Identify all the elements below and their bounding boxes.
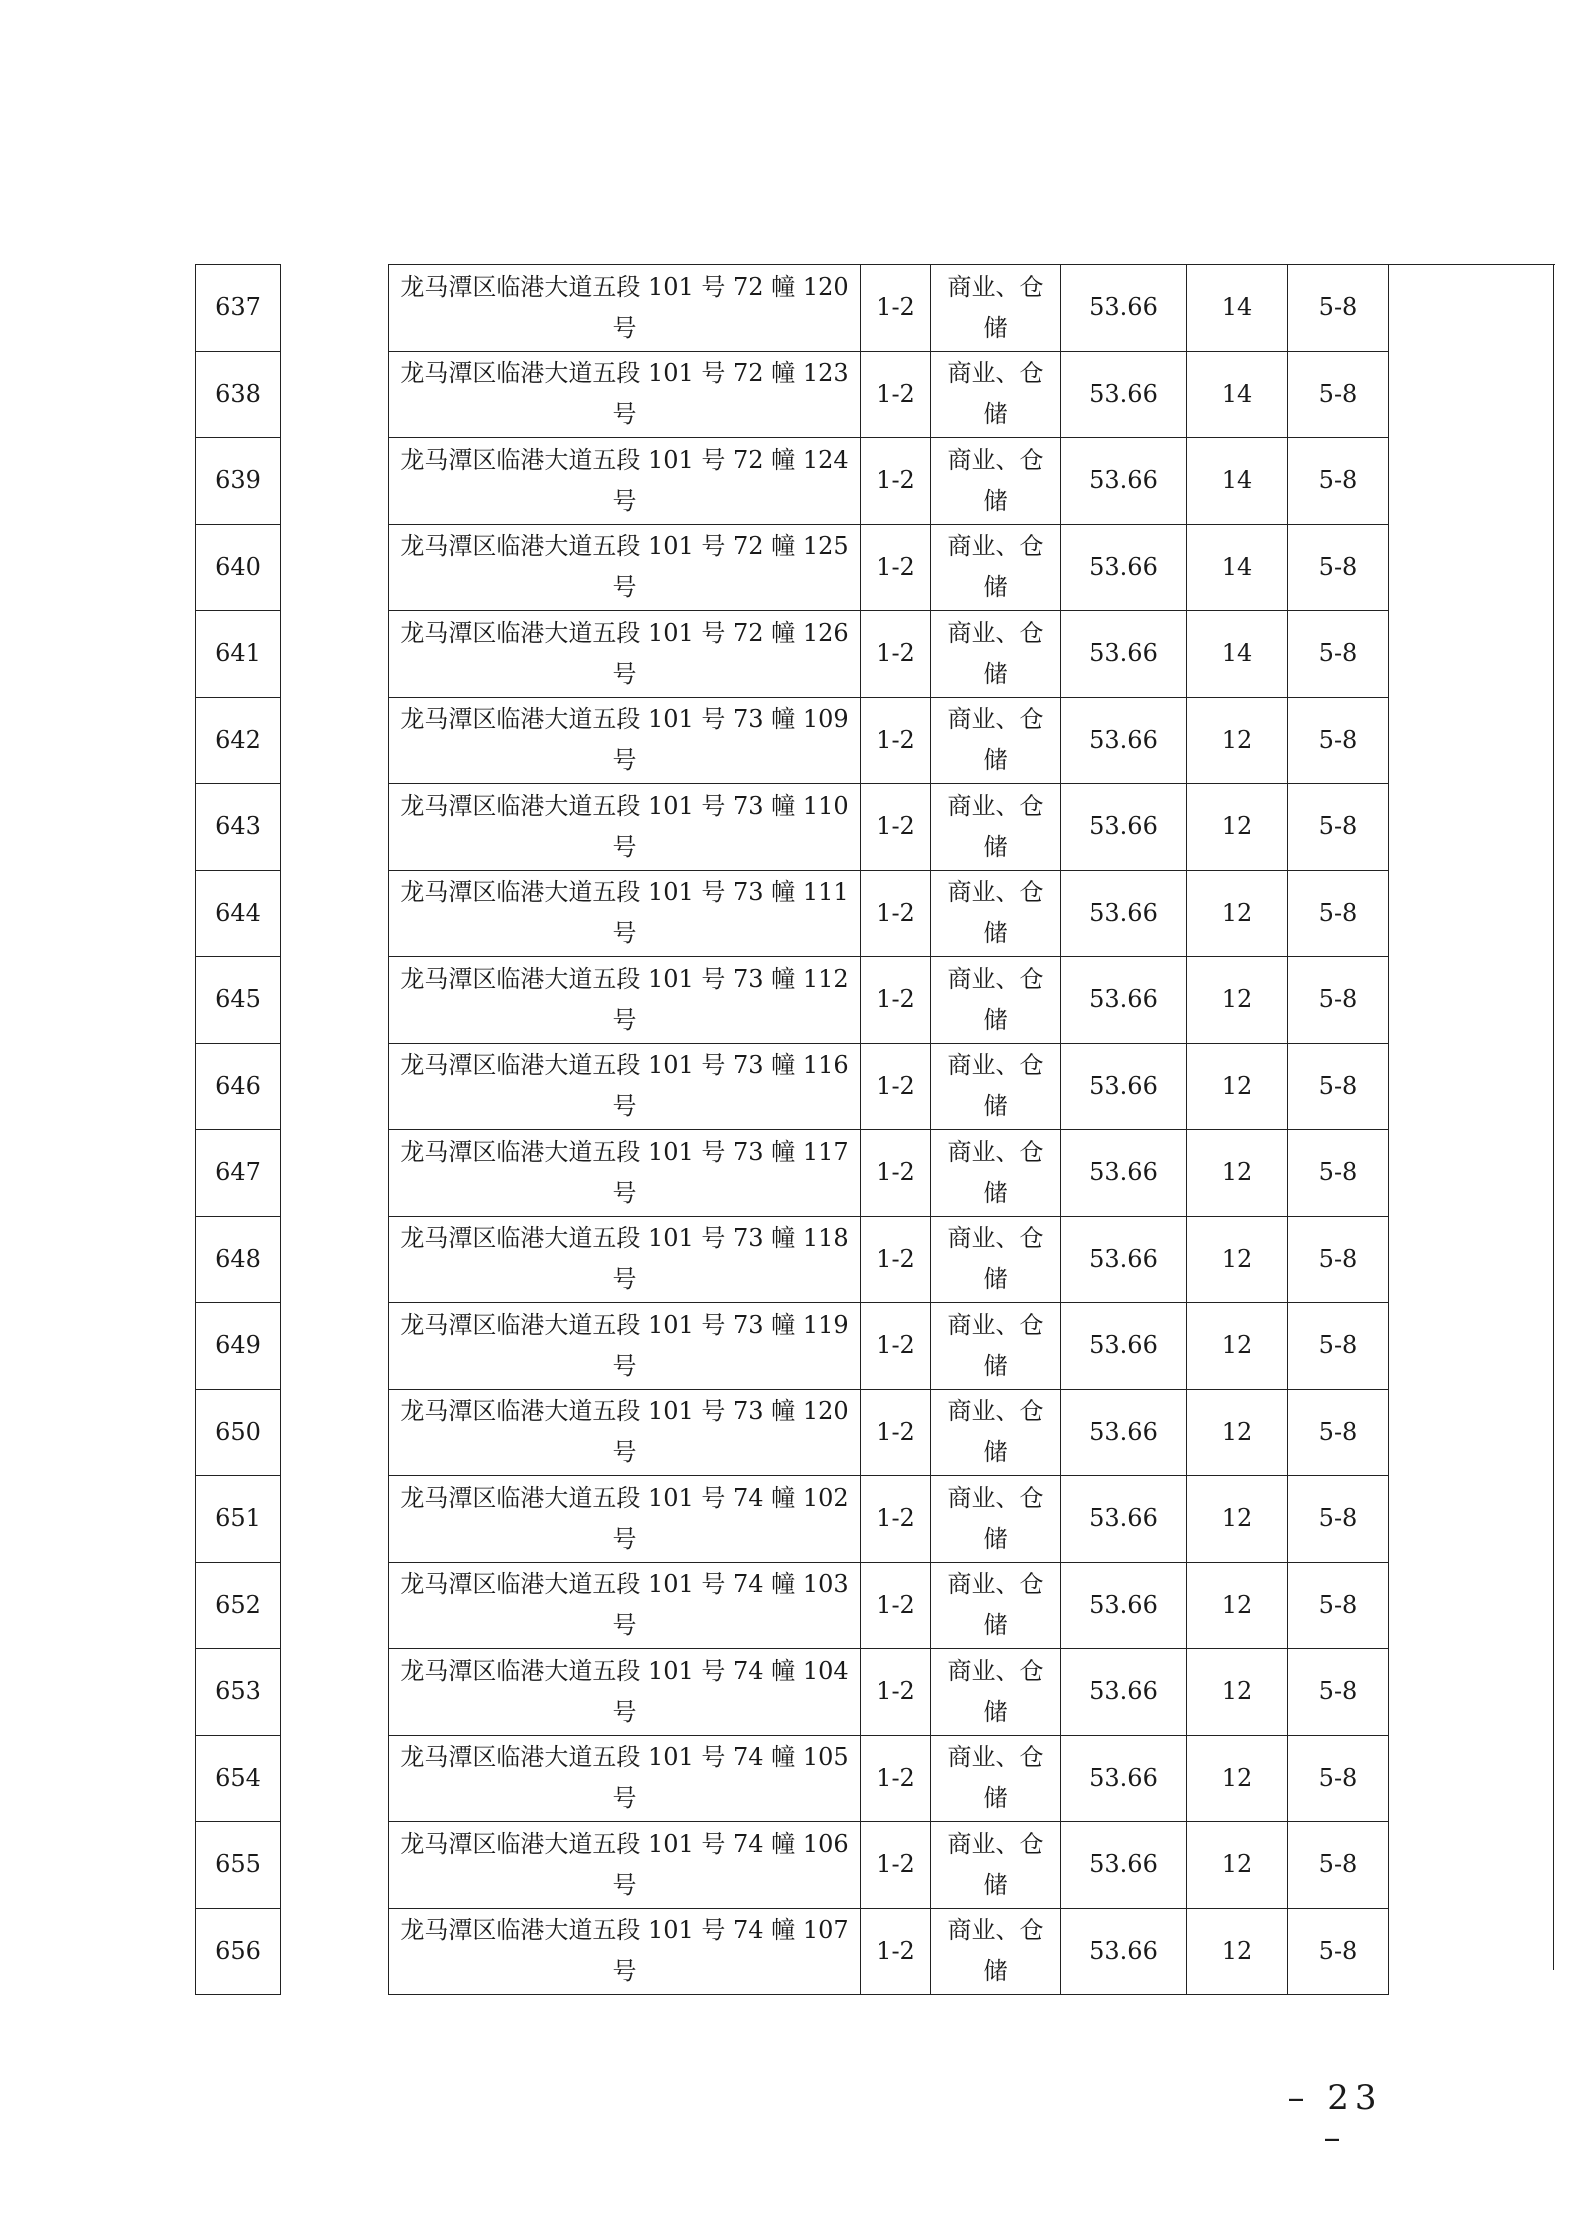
cell-trailing	[1389, 1562, 1552, 1649]
cell-floor: 1-2	[861, 1130, 931, 1217]
cell-address: 龙马潭区临港大道五段 101 号 73 幢 110 号	[389, 784, 861, 871]
cell-serial-no: 643	[196, 784, 281, 871]
cell-price: 12	[1187, 697, 1288, 784]
cell-area: 53.66	[1061, 1822, 1187, 1909]
cell-floor: 1-2	[861, 957, 931, 1044]
table-row	[196, 524, 1552, 611]
cell-price: 12	[1187, 1303, 1288, 1390]
cell-blank	[281, 351, 389, 438]
cell-floor: 1-2	[861, 1735, 931, 1822]
cell-address: 龙马潭区临港大道五段 101 号 74 幢 107 号	[389, 1908, 861, 1995]
cell-price: 12	[1187, 784, 1288, 871]
cell-serial-no: 647	[196, 1130, 281, 1217]
cell-area: 53.66	[1061, 784, 1187, 871]
cell-blank	[281, 524, 389, 611]
cell-area: 53.66	[1061, 1216, 1187, 1303]
cell-address: 龙马潭区临港大道五段 101 号 72 幢 120 号	[389, 265, 861, 352]
cell-serial-no: 641	[196, 611, 281, 698]
cell-area: 53.66	[1061, 524, 1187, 611]
cell-price: 12	[1187, 1562, 1288, 1649]
listing-table	[195, 264, 1552, 1995]
cell-floor: 1-2	[861, 438, 931, 525]
cell-serial-no: 645	[196, 957, 281, 1044]
cell-address: 龙马潭区临港大道五段 101 号 73 幢 118 号	[389, 1216, 861, 1303]
cell-use: 商业、仓储	[931, 1216, 1061, 1303]
cell-address: 龙马潭区临港大道五段 101 号 73 幢 111 号	[389, 870, 861, 957]
cell-term: 5-8	[1288, 611, 1389, 698]
cell-use: 商业、仓储	[931, 1303, 1061, 1390]
cell-blank	[281, 1562, 389, 1649]
cell-price: 14	[1187, 351, 1288, 438]
cell-floor: 1-2	[861, 1303, 931, 1390]
cell-address: 龙马潭区临港大道五段 101 号 72 幢 123 号	[389, 351, 861, 438]
cell-serial-no: 644	[196, 870, 281, 957]
table-row	[196, 1303, 1552, 1390]
cell-price: 14	[1187, 265, 1288, 352]
cell-use: 商业、仓储	[931, 1476, 1061, 1563]
cell-price: 12	[1187, 1649, 1288, 1736]
cell-trailing	[1389, 1908, 1552, 1995]
cell-area: 53.66	[1061, 438, 1187, 525]
cell-area: 53.66	[1061, 1735, 1187, 1822]
cell-trailing	[1389, 1130, 1552, 1217]
frame-right-line	[1553, 264, 1554, 1970]
cell-use: 商业、仓储	[931, 957, 1061, 1044]
cell-price: 12	[1187, 870, 1288, 957]
cell-term: 5-8	[1288, 438, 1389, 525]
cell-serial-no: 651	[196, 1476, 281, 1563]
cell-serial-no: 650	[196, 1389, 281, 1476]
table-row	[196, 351, 1552, 438]
cell-blank	[281, 1130, 389, 1217]
cell-area: 53.66	[1061, 1130, 1187, 1217]
cell-trailing	[1389, 784, 1552, 871]
cell-term: 5-8	[1288, 524, 1389, 611]
table-row	[196, 1822, 1552, 1909]
cell-floor: 1-2	[861, 1216, 931, 1303]
cell-serial-no: 656	[196, 1908, 281, 1995]
cell-trailing	[1389, 870, 1552, 957]
cell-blank	[281, 957, 389, 1044]
cell-term: 5-8	[1288, 1822, 1389, 1909]
table-body	[196, 265, 1552, 1995]
cell-serial-no: 640	[196, 524, 281, 611]
cell-address: 龙马潭区临港大道五段 101 号 72 幢 126 号	[389, 611, 861, 698]
cell-use: 商业、仓储	[931, 784, 1061, 871]
cell-trailing	[1389, 611, 1552, 698]
table-row	[196, 1735, 1552, 1822]
cell-use: 商业、仓储	[931, 1649, 1061, 1736]
cell-area: 53.66	[1061, 1476, 1187, 1563]
cell-use: 商业、仓储	[931, 524, 1061, 611]
cell-term: 5-8	[1288, 784, 1389, 871]
cell-use: 商业、仓储	[931, 1735, 1061, 1822]
cell-address: 龙马潭区临港大道五段 101 号 72 幢 124 号	[389, 438, 861, 525]
cell-area: 53.66	[1061, 1043, 1187, 1130]
cell-price: 12	[1187, 1043, 1288, 1130]
cell-trailing	[1389, 1303, 1552, 1390]
cell-floor: 1-2	[861, 1476, 931, 1563]
cell-area: 53.66	[1061, 1908, 1187, 1995]
cell-price: 12	[1187, 1389, 1288, 1476]
cell-term: 5-8	[1288, 1908, 1389, 1995]
table-row	[196, 1908, 1552, 1995]
cell-area: 53.66	[1061, 1389, 1187, 1476]
cell-serial-no: 653	[196, 1649, 281, 1736]
table-row	[196, 1649, 1552, 1736]
cell-blank	[281, 870, 389, 957]
cell-floor: 1-2	[861, 1908, 931, 1995]
cell-blank	[281, 1043, 389, 1130]
cell-floor: 1-2	[861, 870, 931, 957]
cell-price: 12	[1187, 1822, 1288, 1909]
cell-serial-no: 648	[196, 1216, 281, 1303]
cell-area: 53.66	[1061, 957, 1187, 1044]
cell-blank	[281, 1303, 389, 1390]
cell-blank	[281, 1476, 389, 1563]
table-row	[196, 1130, 1552, 1217]
cell-trailing	[1389, 1735, 1552, 1822]
cell-price: 14	[1187, 524, 1288, 611]
cell-term: 5-8	[1288, 1303, 1389, 1390]
frame-top-line	[1390, 264, 1555, 265]
cell-use: 商业、仓储	[931, 1043, 1061, 1130]
cell-term: 5-8	[1288, 1216, 1389, 1303]
cell-trailing	[1389, 1043, 1552, 1130]
table-row	[196, 438, 1552, 525]
cell-area: 53.66	[1061, 1303, 1187, 1390]
table-row	[196, 1476, 1552, 1563]
cell-address: 龙马潭区临港大道五段 101 号 73 幢 112 号	[389, 957, 861, 1044]
cell-floor: 1-2	[861, 265, 931, 352]
cell-trailing	[1389, 957, 1552, 1044]
cell-price: 12	[1187, 1735, 1288, 1822]
cell-address: 龙马潭区临港大道五段 101 号 73 幢 120 号	[389, 1389, 861, 1476]
cell-term: 5-8	[1288, 351, 1389, 438]
cell-area: 53.66	[1061, 265, 1187, 352]
cell-price: 14	[1187, 438, 1288, 525]
cell-address: 龙马潭区临港大道五段 101 号 74 幢 104 号	[389, 1649, 861, 1736]
cell-floor: 1-2	[861, 1562, 931, 1649]
cell-trailing	[1389, 351, 1552, 438]
cell-floor: 1-2	[861, 611, 931, 698]
cell-use: 商业、仓储	[931, 1562, 1061, 1649]
cell-serial-no: 642	[196, 697, 281, 784]
cell-trailing	[1389, 1216, 1552, 1303]
table-row	[196, 870, 1552, 957]
cell-address: 龙马潭区临港大道五段 101 号 73 幢 117 号	[389, 1130, 861, 1217]
cell-floor: 1-2	[861, 784, 931, 871]
table-row	[196, 1043, 1552, 1130]
cell-trailing	[1389, 524, 1552, 611]
cell-blank	[281, 784, 389, 871]
cell-address: 龙马潭区临港大道五段 101 号 72 幢 125 号	[389, 524, 861, 611]
cell-serial-no: 637	[196, 265, 281, 352]
cell-use: 商业、仓储	[931, 438, 1061, 525]
cell-term: 5-8	[1288, 1476, 1389, 1563]
cell-blank	[281, 611, 389, 698]
cell-floor: 1-2	[861, 524, 931, 611]
cell-area: 53.66	[1061, 1649, 1187, 1736]
cell-blank	[281, 697, 389, 784]
cell-term: 5-8	[1288, 265, 1389, 352]
cell-floor: 1-2	[861, 1043, 931, 1130]
cell-blank	[281, 1735, 389, 1822]
page-number: – 23 –	[1287, 2078, 1383, 2158]
cell-area: 53.66	[1061, 870, 1187, 957]
cell-floor: 1-2	[861, 697, 931, 784]
table-row	[196, 1562, 1552, 1649]
cell-use: 商业、仓储	[931, 1130, 1061, 1217]
cell-use: 商业、仓储	[931, 697, 1061, 784]
cell-price: 14	[1187, 611, 1288, 698]
cell-blank	[281, 1649, 389, 1736]
cell-term: 5-8	[1288, 1735, 1389, 1822]
cell-term: 5-8	[1288, 1389, 1389, 1476]
table-row	[196, 1389, 1552, 1476]
cell-trailing	[1389, 697, 1552, 784]
cell-blank	[281, 1389, 389, 1476]
cell-address: 龙马潭区临港大道五段 101 号 74 幢 105 号	[389, 1735, 861, 1822]
cell-area: 53.66	[1061, 697, 1187, 784]
table-row	[196, 957, 1552, 1044]
cell-serial-no: 652	[196, 1562, 281, 1649]
cell-floor: 1-2	[861, 351, 931, 438]
cell-address: 龙马潭区临港大道五段 101 号 73 幢 116 号	[389, 1043, 861, 1130]
cell-blank	[281, 1822, 389, 1909]
cell-serial-no: 654	[196, 1735, 281, 1822]
cell-address: 龙马潭区临港大道五段 101 号 74 幢 106 号	[389, 1822, 861, 1909]
cell-price: 12	[1187, 957, 1288, 1044]
cell-address: 龙马潭区临港大道五段 101 号 73 幢 109 号	[389, 697, 861, 784]
table-row	[196, 1216, 1552, 1303]
cell-price: 12	[1187, 1908, 1288, 1995]
cell-use: 商业、仓储	[931, 265, 1061, 352]
cell-trailing	[1389, 265, 1552, 352]
cell-term: 5-8	[1288, 870, 1389, 957]
cell-area: 53.66	[1061, 351, 1187, 438]
cell-term: 5-8	[1288, 697, 1389, 784]
cell-trailing	[1389, 1476, 1552, 1563]
cell-serial-no: 649	[196, 1303, 281, 1390]
cell-use: 商业、仓储	[931, 870, 1061, 957]
table-row	[196, 265, 1552, 352]
cell-price: 12	[1187, 1476, 1288, 1563]
cell-floor: 1-2	[861, 1389, 931, 1476]
cell-serial-no: 638	[196, 351, 281, 438]
cell-area: 53.66	[1061, 611, 1187, 698]
cell-use: 商业、仓储	[931, 1389, 1061, 1476]
cell-blank	[281, 438, 389, 525]
cell-trailing	[1389, 1822, 1552, 1909]
table-row	[196, 697, 1552, 784]
cell-term: 5-8	[1288, 957, 1389, 1044]
cell-serial-no: 655	[196, 1822, 281, 1909]
cell-term: 5-8	[1288, 1649, 1389, 1736]
cell-use: 商业、仓储	[931, 611, 1061, 698]
cell-floor: 1-2	[861, 1822, 931, 1909]
cell-address: 龙马潭区临港大道五段 101 号 74 幢 103 号	[389, 1562, 861, 1649]
cell-trailing	[1389, 1649, 1552, 1736]
cell-term: 5-8	[1288, 1562, 1389, 1649]
table-row	[196, 784, 1552, 871]
cell-area: 53.66	[1061, 1562, 1187, 1649]
cell-floor: 1-2	[861, 1649, 931, 1736]
table-row	[196, 611, 1552, 698]
cell-use: 商业、仓储	[931, 1908, 1061, 1995]
cell-address: 龙马潭区临港大道五段 101 号 74 幢 102 号	[389, 1476, 861, 1563]
cell-term: 5-8	[1288, 1130, 1389, 1217]
cell-price: 12	[1187, 1130, 1288, 1217]
cell-serial-no: 639	[196, 438, 281, 525]
cell-serial-no: 646	[196, 1043, 281, 1130]
cell-blank	[281, 1908, 389, 1995]
cell-trailing	[1389, 1389, 1552, 1476]
cell-use: 商业、仓储	[931, 351, 1061, 438]
cell-address: 龙马潭区临港大道五段 101 号 73 幢 119 号	[389, 1303, 861, 1390]
cell-blank	[281, 265, 389, 352]
cell-trailing	[1389, 438, 1552, 525]
cell-price: 12	[1187, 1216, 1288, 1303]
cell-term: 5-8	[1288, 1043, 1389, 1130]
cell-blank	[281, 1216, 389, 1303]
cell-use: 商业、仓储	[931, 1822, 1061, 1909]
